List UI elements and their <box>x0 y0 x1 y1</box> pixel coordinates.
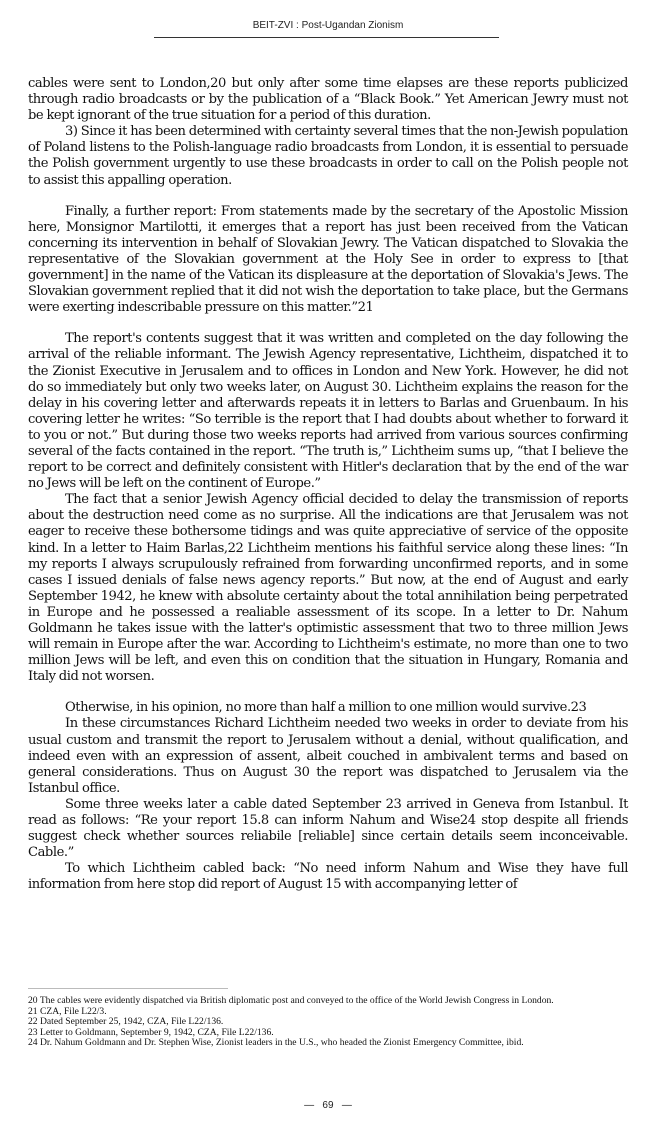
page-number: — 69 — <box>304 1100 352 1111</box>
paragraph: Finally, a further report: From statements made by the secretary of the Apostolic Mission here, Monsignor Martilotti, it emerges that a report has just been received from the Vatican concerning its intervention in behalf of Slovakian Jewry. The Vatican dispatched to Slovakia the representative of the Slovakian government at the Holy See in order to express to [that government] in the name of the Vatican its displeasure at the deportation of Slovakia's Jews. The Slovakian government replied that it did not wish the deportation to take place, but the Germans were exerting indescribable pressure on this matter.”21 <box>28 203 628 316</box>
running-header: BEIT-ZVI : Post-Ugandan Zionism <box>252 20 404 31</box>
footnotes <box>28 996 628 1049</box>
main-text <box>28 76 628 894</box>
paragraph: In these circumstances Richard Lichtheim needed two weeks in order to deviate from his usual custom and transmit the report to Jerusalem without a denial, without qualification, and indeed even with an expression of assent, albeit couched in ambivalent terms and based on general considerations. Thus on August 30 the report was dispatched to Jerusalem via the Istanbul office. <box>28 716 628 796</box>
footnote-divider <box>28 988 228 989</box>
footnote-21: 21 CZA, File L22/3. <box>28 1005 107 1017</box>
footnote-23: 23 Letter to Goldmann, September 9, 1942, CZA, File L22/136. <box>28 1026 274 1038</box>
paragraph: The fact that a senior Jewish Agency official decided to delay the transmission of reports about the destruction need come as no surprise. All the indications are that Jerusalem was not eager to receive these bothersome tidings and was quite appreciative of service of the opposite kind. In a letter to Haim Barlas,22 Lichtheim mentions his faithful service along these lines: “In my reports I always scrupulously refrained from forwarding unconfirmed reports, and in some cases I issued denials of false news agency reports.” But now, at the end of August and early September 1942, he knew with absolute certainty about the total annihilation being perpetrated in Europe and he possessed a realiable assessment of its scope. In a letter to Dr. Nahum Goldmann he takes issue with the latter's optimistic assessment that two to three million Jews will remain in Europe after the war. According to Lichtheim's estimate, no more than one to two million Jews will be left, and even this on condition that the situation in Hungary, Romania and Italy did not worsen. <box>28 492 628 685</box>
footnote-24: 24 Dr. Nahum Goldmann and Dr. Stephen Wise, Zionist leaders in the U.S., who headed the Zionist Emergency Committee, ibid. <box>28 1037 524 1049</box>
paragraph: cables were sent to London,20 but only after some time elapses are these reports publicized through radio broadcasts or by the publication of a “Black Book.” Yet American Jewry must not be kept ignorant of the true situation for a period of this duration. <box>28 76 628 124</box>
paragraph: Some three weeks later a cable dated September 23 arrived in Geneva from Istanbul. It read as follows: “Re your report 15.8 can inform Nahum and Wise24 stop despite all friends suggest check whether sources reliabile [reliable] since certain details seem inconceivable. Cable.” <box>28 796 628 861</box>
header-divider <box>154 37 499 38</box>
paragraph: The report's contents suggest that it was written and completed on the day following the arrival of the reliable informant. The Jewish Agency representative, Lichtheim, dispatched it to the Zionist Executive in Jerusalem and to offices in London and New York. However, he did not do so immediately but only two weeks later, on August 30. Lichtheim explains the reason for the delay in his covering letter and afterwards repeats it in letters to Barlas and Gruenbaum. In his covering letter he writes: “So terrible is the report that I had doubts about whether to forward it to you or not.” But during those two weeks reports had arrived from various sources confirming several of the facts contained in the report. “The truth is,” Lichtheim sums up, “that I believe the report to be correct and definitely consistent with Hitler's declaration that by the end of the war no Jews will be left on the continent of Europe.” <box>28 331 628 492</box>
footnote-22: 22 Dated September 25, 1942, CZA, File L22/136. <box>28 1016 224 1028</box>
paragraph: Otherwise, in his opinion, no more than half a million to one million would survive.23 <box>65 700 587 716</box>
footnote-20: 20 The cables were evidently dispatched via British diplomatic post and conveyed to the office of the World Jewish Congress in London. <box>28 995 554 1006</box>
paragraph: 3) Since it has been determined with certainty several times that the non-Jewish population of Poland listens to the Polish-language radio broadcasts from London, it is essential to persuade the Polish government urgently to use these broadcasts in order to call on the Polish people not to assist this appalling operation. <box>28 124 628 188</box>
paragraph: To which Lichtheim cabled back: “No need inform Nahum and Wise they have full information from here stop did report of August 15 with accompanying letter of <box>28 861 628 893</box>
